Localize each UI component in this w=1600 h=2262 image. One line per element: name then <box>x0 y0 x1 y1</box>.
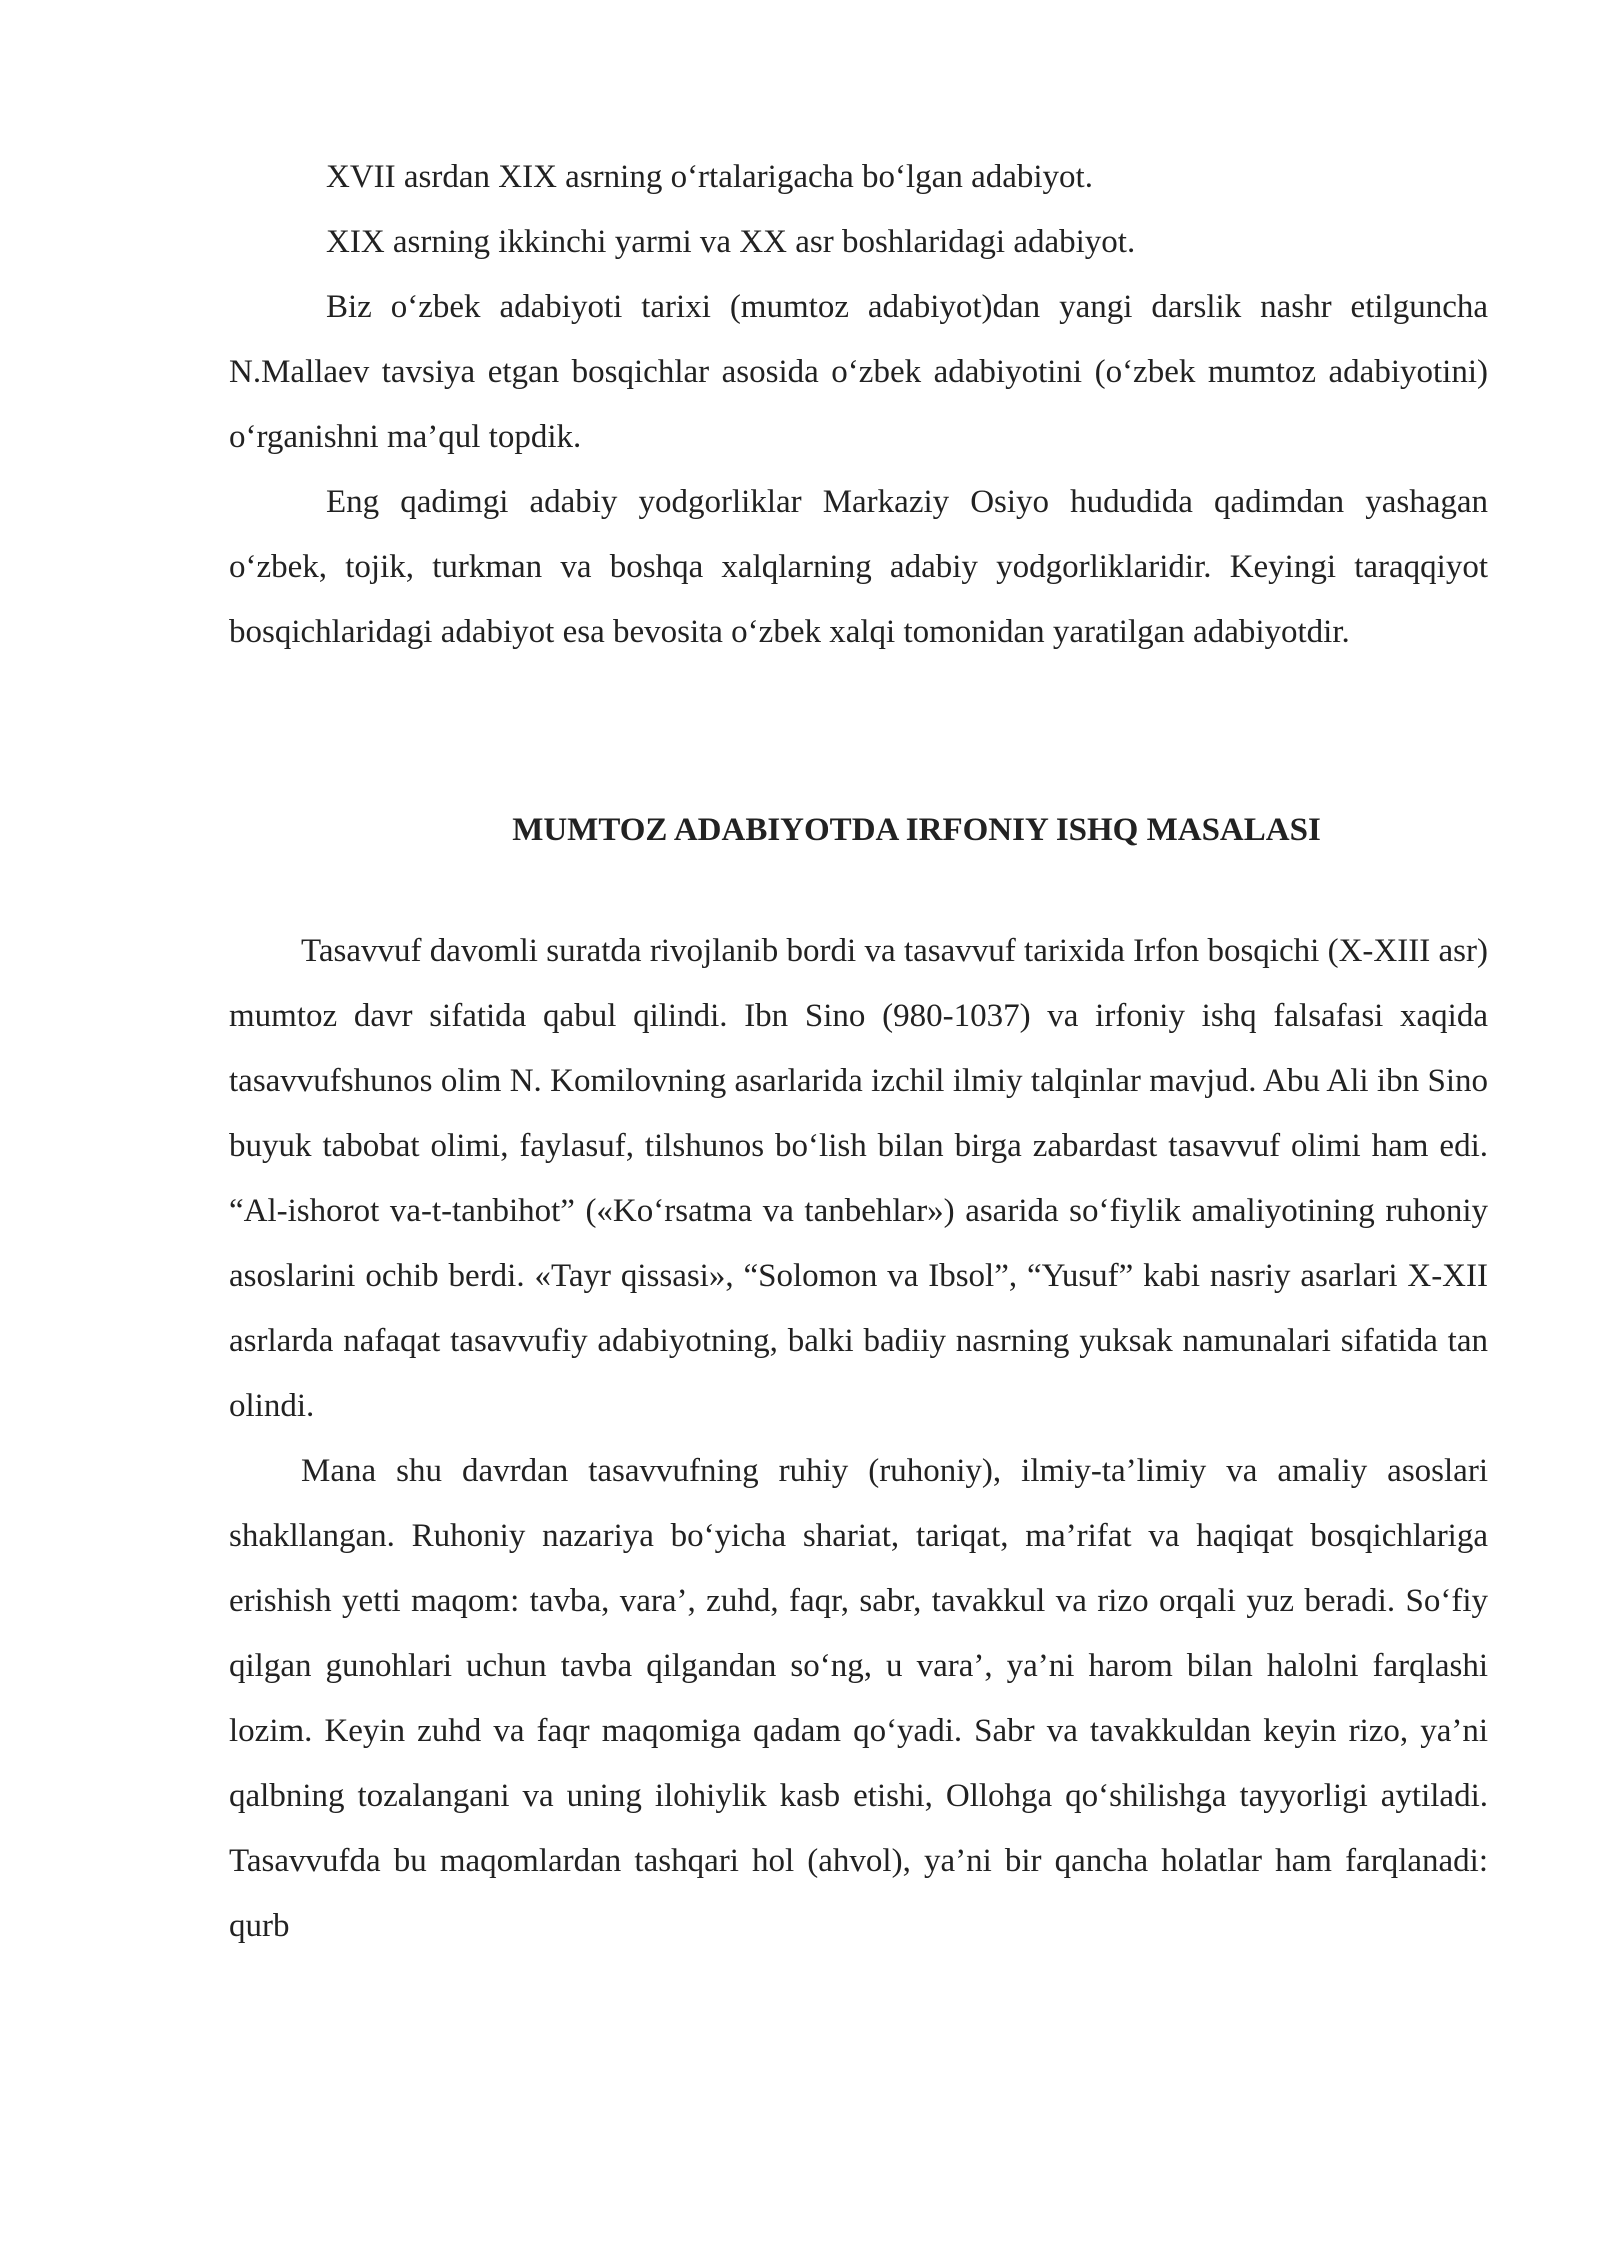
intro-text-block <box>229 145 1488 665</box>
section-text-block <box>229 919 1488 1959</box>
intro-paragraph-3: Biz o‘zbek adabiyoti tarixi (mumtoz adabiyot)dan yangi darslik nashr etilguncha N.Mallaev tavsiya etgan bosqichlar asosida o‘zbek adabiyotini (o‘zbek mumtoz adabiyotini) o‘rganishni ma’qul topdik. <box>229 289 1488 455</box>
section-heading: MUMTOZ ADABIYOTDA IRFONIY ISHQ MASALASI <box>512 812 1321 848</box>
section-paragraph-1: Tasavvuf davomli suratda rivojlanib bordi va tasavvuf tarixida Irfon bosqichi (X-XIII asr) mumtoz davr sifatida qabul qilindi. Ibn Sino (980-1037) va irfoniy ishq falsafasi xaqida tasavvufshunos olim N. Komilovning asarlarida izchil ilmiy talqinlar mavjud. Abu Ali ibn Sino buyuk tabobat olimi, faylasuf, tilshunos bo‘lish bilan birga zabardast tasavvuf olimi ham edi. “Al-ishorot va-t-tanbihot” («Ko‘rsatma va tanbehlar») asarida so‘fiylik amaliyotining ruhoniy asoslarini ochib berdi. «Tayr qissasi», “Solomon va Ibsol”, “Yusuf” kabi nasriy asarlari X-XII asrlarda nafaqat tasavvufiy adabiyotning, balki badiiy nasrning yuksak namunalari sifatida tan olindi. <box>229 933 1488 1424</box>
intro-paragraph-4: Eng qadimgi adabiy yodgorliklar Markaziy Osiyo hududida qadimdan yashagan o‘zbek, tojik, turkman va boshqa xalqlarning adabiy yodgorliklaridir. Keyingi taraqqiyot bosqichlaridagi adabiyot esa bevosita o‘zbek xalqi tomonidan yaratilgan adabiyotdir. <box>229 484 1488 650</box>
section-paragraph-2: Mana shu davrdan tasavvufning ruhiy (ruhoniy), ilmiy-ta’limiy va amaliy asoslari shakllangan. Ruhoniy nazariya bo‘yicha shariat, tariqat, ma’rifat va haqiqat bosqichlariga erishish yetti maqom: tavba, vara’, zuhd, faqr, sabr, tavakkul va rizo orqali yuz beradi. So‘fiy qilgan gunohlari uchun tavba qilgandan so‘ng, u vara’, ya’ni harom bilan halolni farqlashi lozim. Keyin zuhd va faqr maqomiga qadam qo‘yadi. Sabr va tavakkuldan keyin rizo, ya’ni qalbning tozalangani va uning ilohiylik kasb etishi, Ollohga qo‘shilishga tayyorligi aytiladi. Tasavvufda bu maqomlardan tashqari hol (ahvol), ya’ni bir qancha holatlar ham farqlanadi: qurb <box>229 1453 1488 1944</box>
intro-paragraph-1: XVII asrdan XIX asrning o‘rtalarigacha bo‘lgan adabiyot. <box>326 159 1093 195</box>
intro-paragraph-2: XIX asrning ikkinchi yarmi va XX asr boshlaridagi adabiyot. <box>326 224 1136 260</box>
